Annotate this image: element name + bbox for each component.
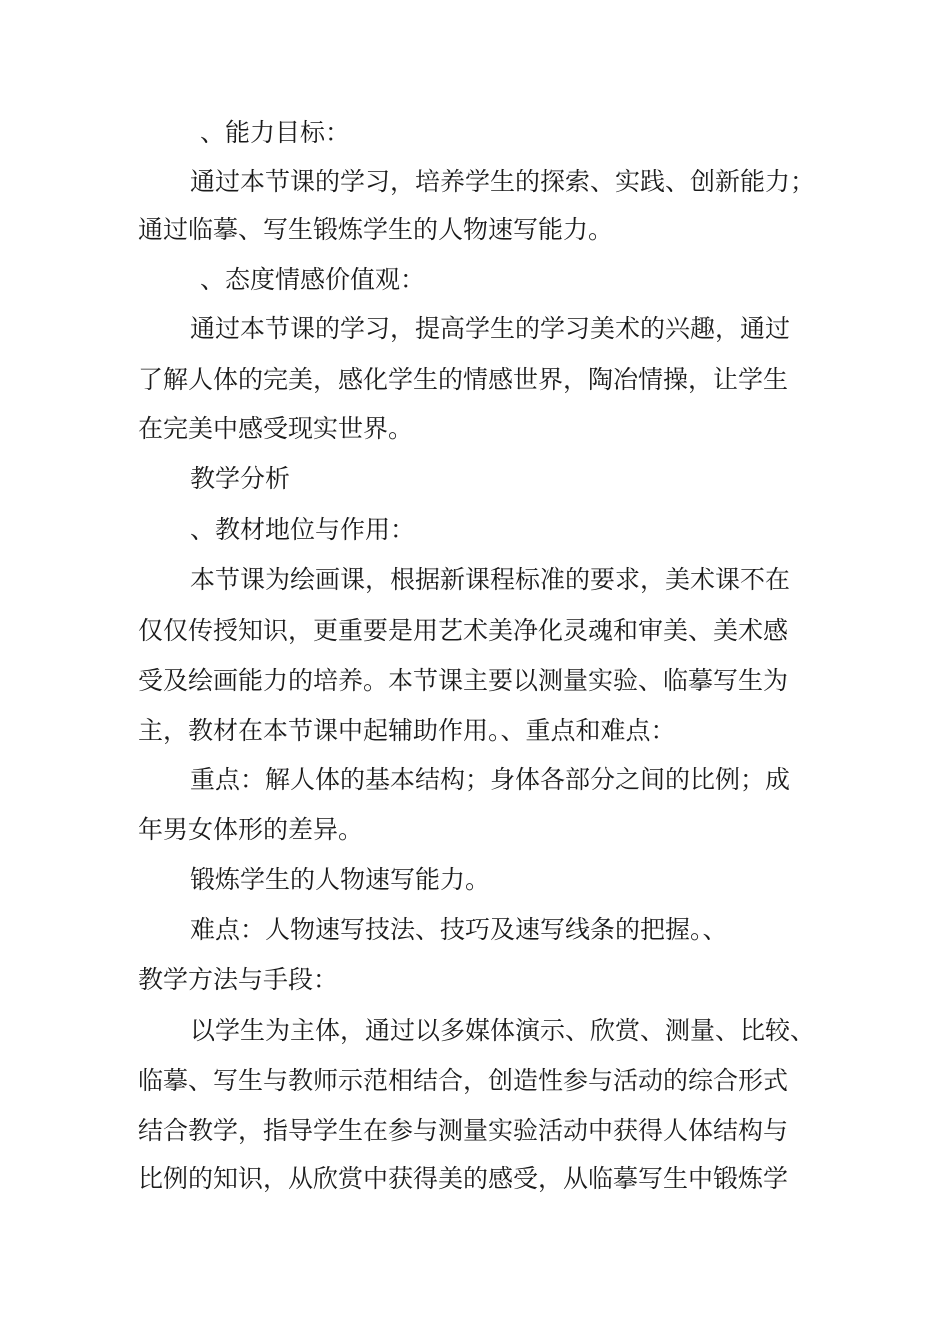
text-line: 了解人体的完美，感化学生的情感世界，陶冶情操，让学生	[138, 365, 789, 394]
text-line: 比例的知识，从欣赏中获得美的感受，从临摹写生中锻炼学	[138, 1164, 789, 1193]
text-line: 以学生为主体，通过以多媒体演示、欣赏、测量、比较、	[190, 1016, 816, 1045]
text-line: 年男女体形的差异。	[138, 815, 364, 844]
text-line: 教学方法与手段：	[138, 965, 339, 994]
text-line: 主，教材在本节课中起辅助作用。、重点和难点：	[138, 716, 676, 745]
text-line: 通过本节课的学习，培养学生的探索、实践、创新能力；	[190, 167, 816, 196]
text-line: 重点：解人体的基本结构；身体各部分之间的比例；成	[190, 765, 791, 794]
text-line: 、态度情感价值观：	[200, 265, 426, 294]
text-line: 、教材地位与作用：	[190, 515, 416, 544]
section-heading: 教学分析	[190, 464, 291, 493]
text-line: 本节课为绘画课，根据新课程标准的要求，美术课不在	[190, 565, 791, 594]
text-line: 结合教学，指导学生在参与测量实验活动中获得人体结构与	[138, 1116, 789, 1145]
text-line: 通过临摹、写生锻炼学生的人物速写能力。	[138, 215, 614, 244]
text-line: 临摹、写生与教师示范相结合，创造性参与活动的综合形式	[138, 1066, 789, 1095]
text-line: 、能力目标：	[200, 118, 351, 147]
text-line: 锻炼学生的人物速写能力。	[190, 865, 491, 894]
text-line: 仅仅传授知识，更重要是用艺术美净化灵魂和审美、美术感	[138, 616, 789, 645]
text-line: 通过本节课的学习，提高学生的学习美术的兴趣，通过	[190, 314, 791, 343]
text-line: 受及绘画能力的培养。本节课主要以测量实验、临摹写生为	[138, 666, 789, 695]
text-line: 在完美中感受现实世界。	[138, 414, 414, 443]
text-line: 难点：人物速写技法、技巧及速写线条的把握。、	[190, 915, 728, 944]
